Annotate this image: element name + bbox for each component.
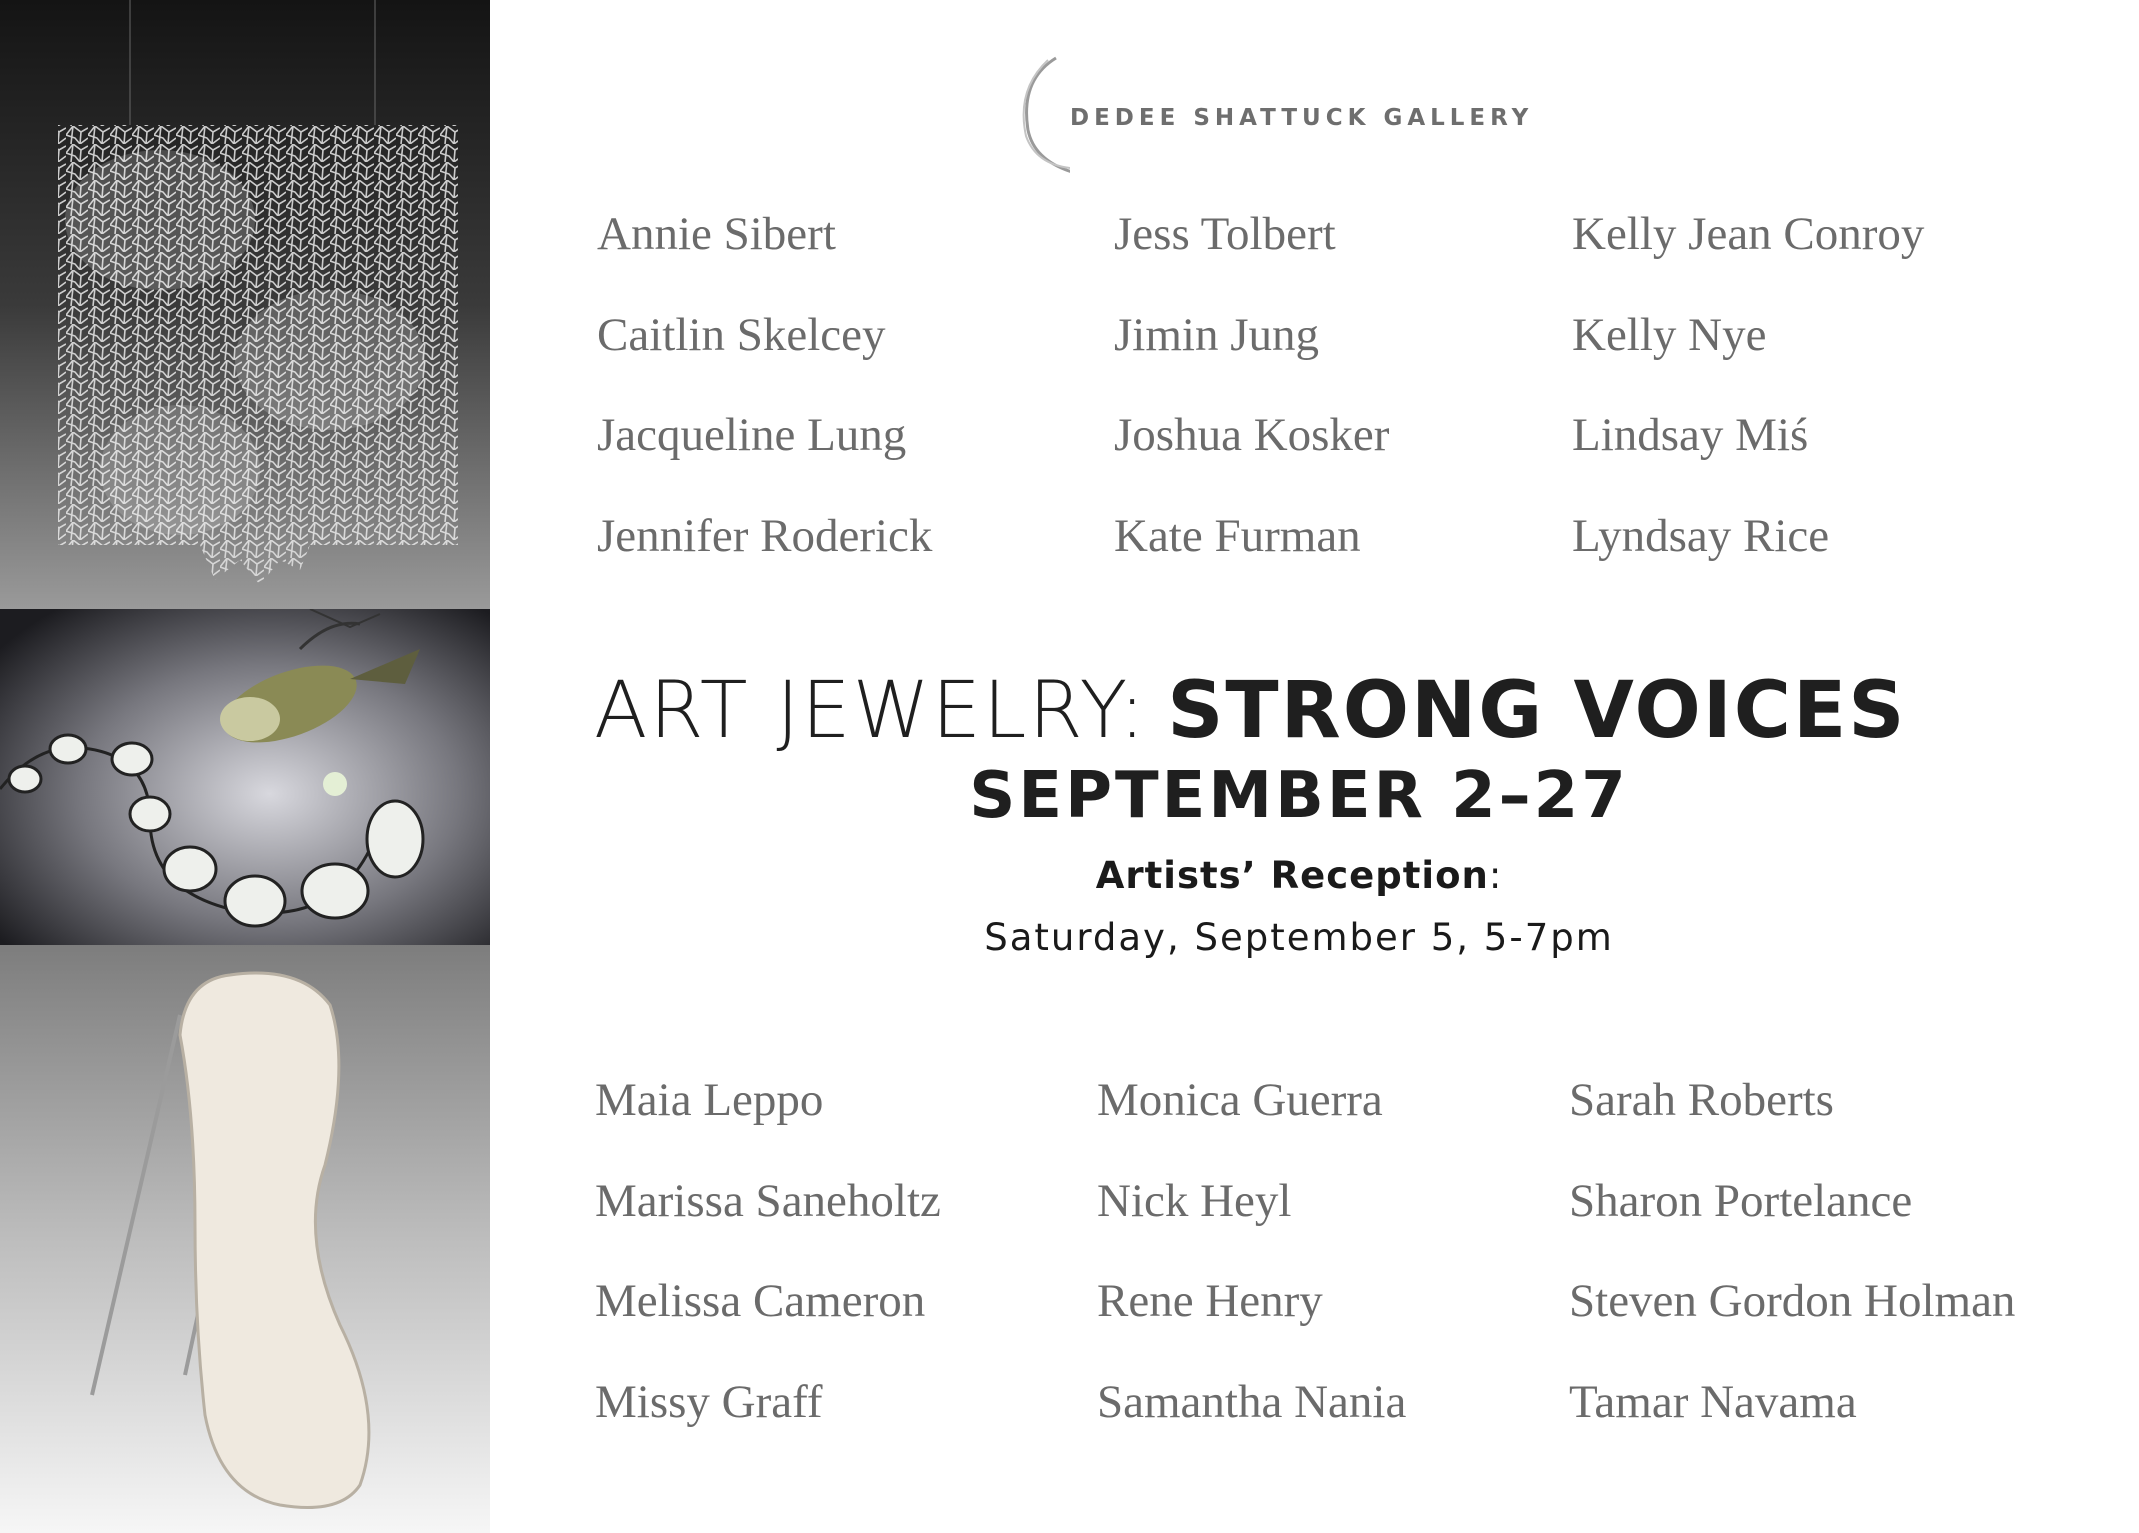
artist-name: Jennifer Roderick [597, 509, 933, 562]
artist-name: Kate Furman [1114, 509, 1361, 562]
artist-name: Jimin Jung [1114, 308, 1320, 361]
artist-name: Lindsay Miś [1572, 409, 1809, 461]
artist-name: Steven Gordon Holman [1569, 1275, 2016, 1327]
artist-name: Joshua Kosker [1114, 409, 1390, 461]
exhibition-dates: SEPTEMBER 2–27 [969, 759, 1629, 833]
artist-name: Monica Guerra [1097, 1074, 1383, 1126]
artist-name: Marissa Saneholtz [595, 1174, 941, 1227]
artist-column-2 [1097, 1070, 1406, 1472]
artist-name: Samantha Nania [1097, 1375, 1407, 1428]
artist-name: Tamar Navama [1569, 1375, 1857, 1428]
artist-name: Maia Leppo [595, 1074, 824, 1126]
exhibition-title [594, 666, 2014, 756]
artwork-photo-strip [0, 0, 490, 1533]
carved-brooch-photo [0, 945, 490, 1533]
title-light-part: ART JEWELRY: [594, 666, 1148, 756]
gallery-name: DEDEE SHATTUCK GALLERY [1070, 105, 1534, 131]
artist-column-3 [1572, 204, 1924, 606]
gallery-logo-swoosh-icon [1010, 50, 1070, 180]
reception-label: Artists’ Reception [1095, 854, 1489, 897]
artist-name: Nick Heyl [1097, 1174, 1292, 1227]
artist-name: Kelly Nye [1572, 308, 1767, 361]
artist-list-top [597, 204, 2047, 614]
gallery-logo [1010, 50, 1534, 180]
artist-name: Caitlin Skelcey [597, 308, 886, 361]
reception-colon: : [1488, 854, 1503, 897]
artist-column-1 [595, 1070, 941, 1472]
necklace-bird-photo [0, 609, 490, 945]
artist-name: Annie Sibert [597, 208, 836, 260]
artist-list-bottom [595, 1070, 2045, 1480]
artist-name: Melissa Cameron [595, 1275, 926, 1327]
artist-name: Rene Henry [1097, 1275, 1323, 1327]
artist-column-1 [597, 204, 932, 606]
mesh-sculpture-photo [0, 0, 490, 609]
artist-name: Jess Tolbert [1114, 208, 1336, 260]
artist-name: Sarah Roberts [1569, 1074, 1834, 1126]
artist-name: Jacqueline Lung [597, 409, 907, 461]
artist-name: Kelly Jean Conroy [1572, 208, 1925, 260]
title-bold-part: STRONG VOICES [1167, 666, 1907, 756]
reception-heading [594, 852, 2004, 900]
reception-date: Saturday, September 5, 5-7pm [984, 916, 1614, 959]
artist-column-3 [1569, 1070, 2015, 1472]
artist-column-2 [1114, 204, 1389, 606]
artist-name: Sharon Portelance [1569, 1174, 1913, 1227]
artist-name: Lyndsay Rice [1572, 509, 1830, 562]
artist-name: Missy Graff [595, 1375, 823, 1428]
